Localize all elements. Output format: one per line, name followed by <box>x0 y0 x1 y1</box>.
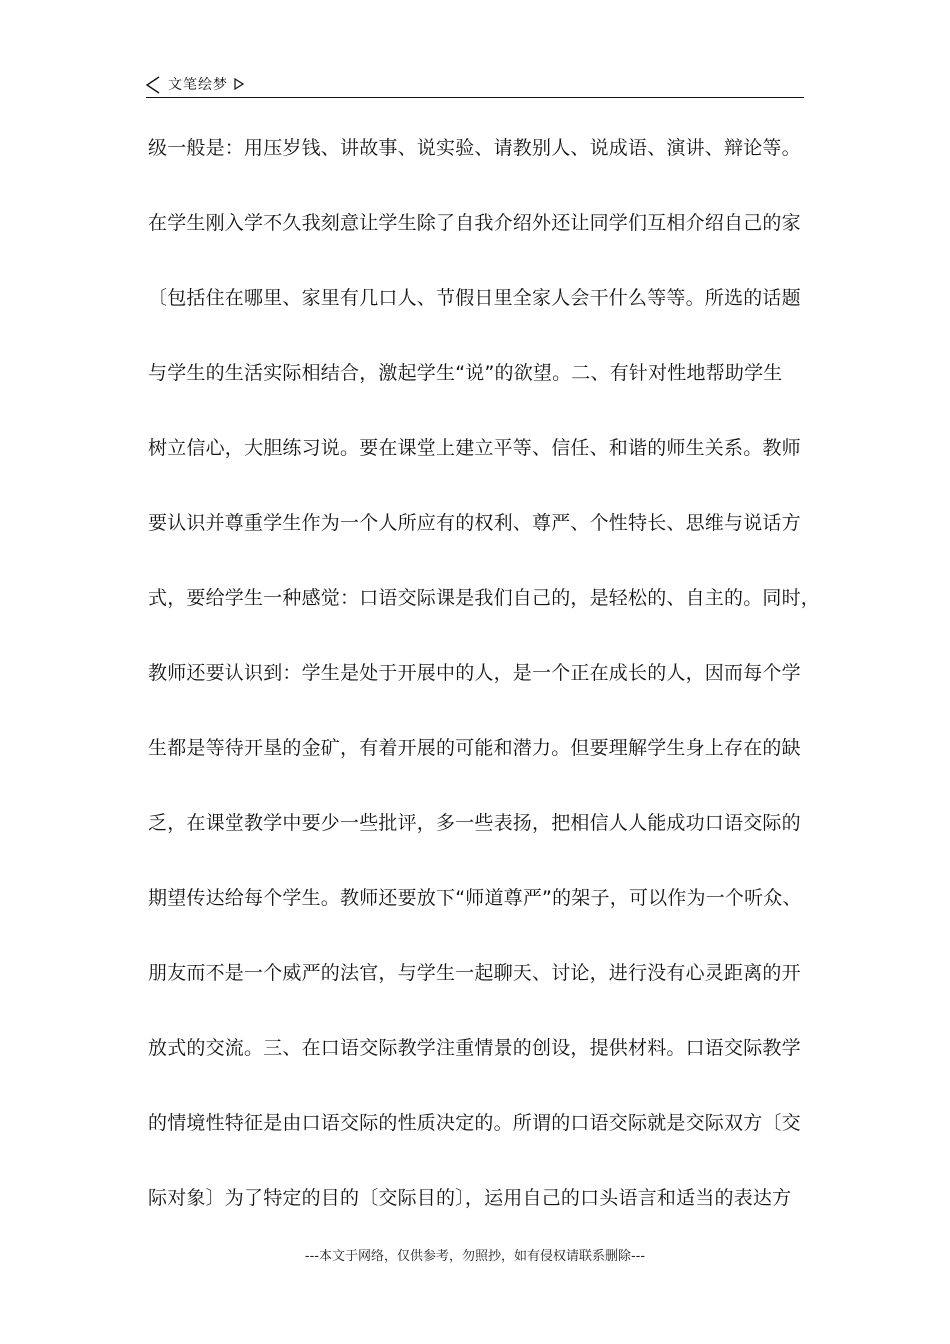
header-divider <box>146 97 804 98</box>
text-line: 式，要给学生一种感觉：口语交际课是我们自己的，是轻松的、自主的。同时， <box>148 587 821 609</box>
text-line: 的情境性特征是由口语交际的性质决定的。所谓的口语交际就是交际双方〔交 <box>148 1112 801 1134</box>
text-line: 在学生刚入学不久我刻意让学生除了自我介绍外还让同学们互相介绍自己的家 <box>148 212 801 234</box>
text-line: 树立信心，大胆练习说。要在课堂上建立平等、信任、和谐的师生关系。教师 <box>148 437 801 459</box>
text-line: 乏，在课堂教学中要少一些批评，多一些表扬，把相信人人能成功口语交际的 <box>148 812 801 834</box>
page-footer: ---本文于网络，仅供参考，勿照抄，如有侵权请联系删除--- <box>304 1249 646 1264</box>
page-header <box>146 74 804 98</box>
right-triangle-icon <box>234 78 244 90</box>
text-line: 朋友而不是一个威严的法官，与学生一起聊天、讨论，进行没有心灵距离的开 <box>148 962 801 984</box>
text-line: 期望传达给每个学生。教师还要放下“师道尊严”的架子，可以作为一个听众、 <box>148 887 802 909</box>
text-line: 级一般是：用压岁钱、讲故事、说实验、请教别人、说成语、演讲、辩论等。 <box>148 137 801 159</box>
text-line: 生都是等待开垦的金矿，有着开展的可能和潜力。但要理解学生身上存在的缺 <box>148 737 801 759</box>
document-body <box>148 130 828 1255</box>
left-triangle-icon <box>146 76 160 94</box>
text-line: 放式的交流。三、在口语交际教学注重情景的创设，提供材料。口语交际教学 <box>148 1037 801 1059</box>
text-line: 要认识并尊重学生作为一个人所应有的权利、尊严、个性特长、思维与说话方 <box>148 512 801 534</box>
text-line: 〔包括住在哪里、家里有几口人、节假日里全家人会干什么等等。所选的话题 <box>148 287 801 309</box>
text-line: 教师还要认识到：学生是处于开展中的人，是一个正在成长的人，因而每个学 <box>148 662 801 684</box>
header-title: 文笔绘梦 <box>168 77 228 93</box>
text-line: 际对象〕为了特定的目的〔交际目的〕，运用自己的口头语言和适当的表达方 <box>148 1187 792 1209</box>
text-line: 与学生的生活实际相结合，激起学生“说”的欲望。二、有针对性地帮助学生 <box>148 362 783 384</box>
